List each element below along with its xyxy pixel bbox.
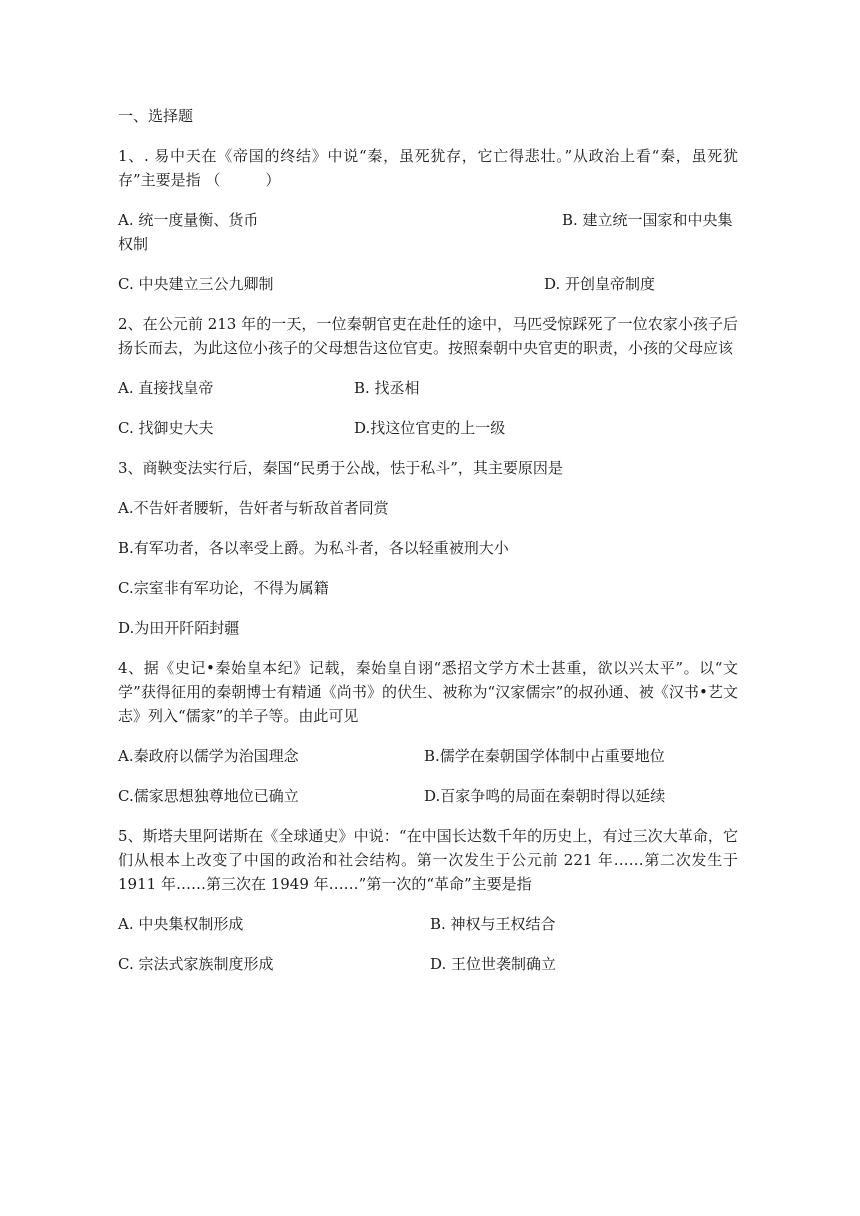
- question-2-options-ab: [118, 376, 738, 400]
- question-5-options-cd: [118, 952, 738, 976]
- question-5-option-a: A. 中央集权制形成: [118, 915, 244, 933]
- question-4-options-ab: [118, 744, 738, 768]
- question-3-option-a: A.不告奸者腰斩，告奸者与斩敌首者同赏: [118, 499, 389, 517]
- question-5-options-ab: [118, 912, 738, 936]
- question-3-option-d: D.为田开阡陌封疆: [118, 619, 240, 637]
- question-5-option-c: C. 宗法式家族制度形成: [118, 955, 274, 973]
- question-4-options-cd: [118, 784, 738, 808]
- question-2-option-d: D.找这位官吏的上一级: [354, 419, 506, 437]
- question-3-stem: 3、商鞅变法实行后，秦国“民勇于公战，怯于私斗”，其主要原因是: [118, 459, 563, 477]
- question-1-option-d: D. 开创皇帝制度: [544, 275, 656, 293]
- question-1-option-b: B. 建立统一国家和中央集权制: [118, 211, 733, 253]
- question-1-option-a: A. 统一度量衡、货币: [118, 211, 259, 229]
- question-2-option-a: A. 直接找皇帝: [118, 379, 214, 397]
- question-1-stem: 1、. 易中天在《帝国的终结》中说“秦，虽死犹存，它亡得悲壮。”从政治上看“秦，虽死犹存”主要是指 （ ）: [118, 147, 738, 189]
- question-4-option-b: B.儒学在秦朝国学体制中占重要地位: [424, 747, 665, 765]
- question-4-option-d: D.百家争鸣的局面在秦朝时得以延续: [424, 787, 666, 805]
- question-3-option-c: C.宗室非有军功论，不得为属籍: [118, 579, 329, 597]
- question-1-options-ab: [118, 208, 738, 256]
- question-2-stem: 2、在公元前 213 年的一天，一位秦朝官吏在赴任的途中，马匹受惊踩死了一位农家小孩子后扬长而去，为此这位小孩子的父母想告这位官吏。按照秦朝中央官吏的职责，小孩的父母应该: [118, 315, 738, 357]
- exam-page: [118, 104, 738, 992]
- question-1-option-c: C. 中央建立三公九卿制: [118, 275, 274, 293]
- section-title: 一、选择题: [118, 107, 194, 125]
- question-1-options-cd: [118, 272, 738, 296]
- question-2-option-b: B. 找丞相: [354, 379, 420, 397]
- question-4-option-c: C.儒家思想独尊地位已确立: [118, 787, 299, 805]
- question-4-stem: 4、据《史记•秦始皇本纪》记载，秦始皇自诩“悉招文学方术士甚重，欲以兴太平”。以“文 学”获得征用的秦朝博士有精通《尚书》的伏生、被称为“汉家儒宗”的叔孙通、被《汉书•艺文志》列入“儒家”的羊子等。由此可见: [118, 659, 738, 725]
- question-5-stem: 5、斯塔夫里阿诺斯在《全球通史》中说：“在中国长达数千年的历史上，有过三次大革命，它们从根本上改变了中国的政治和社会结构。第一次发生于公元前 221 年……第二次发生于 1911 年……第三次在 1949 年……”第一次的“革命”主要是指: [118, 827, 738, 893]
- question-5-option-b: B. 神权与王权结合: [430, 915, 556, 933]
- question-3-option-b: B.有军功者，各以率受上爵。为私斗者，各以轻重被刑大小: [118, 539, 509, 557]
- question-5-option-d: D. 王位世袭制确立: [430, 955, 557, 973]
- question-4-option-a: A.秦政府以儒学为治国理念: [118, 747, 299, 765]
- question-2-option-c: C. 找御史大夫: [118, 419, 214, 437]
- question-2-options-cd: [118, 416, 738, 440]
